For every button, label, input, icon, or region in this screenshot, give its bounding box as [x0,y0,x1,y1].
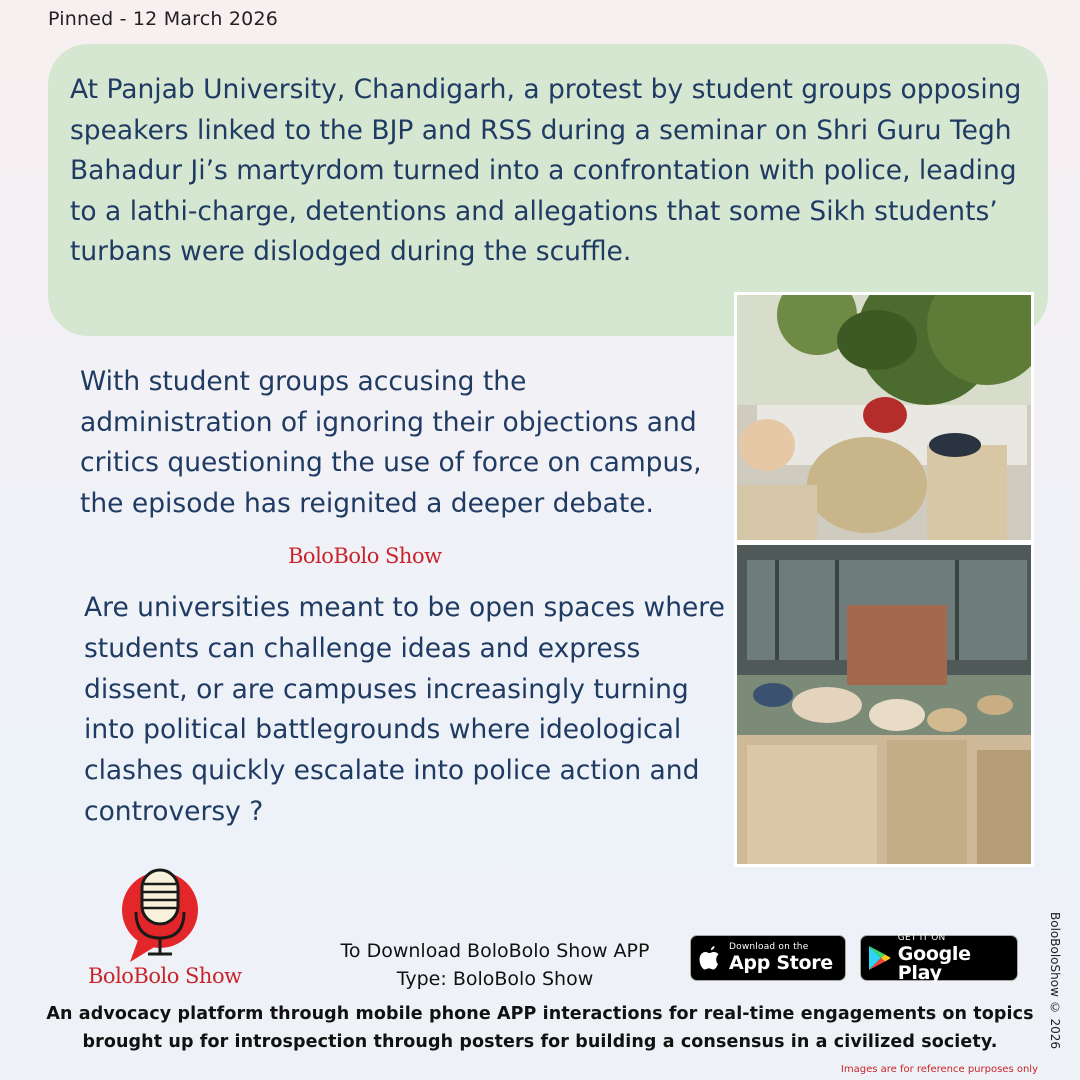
tagline: An advocacy platform through mobile phone APP interactions for real-time engagements on topics brought up for introspection through posters for building a consensus in a civilized society. [46,1004,1034,1052]
photo-protest-bottom [734,542,1034,867]
app-store-button[interactable] [690,935,846,981]
play-icon [861,935,898,981]
paragraph-question: Are universities meant to be open spaces where students can challenge ideas and express dissent, or are campuses increasingly turning into political battlegrounds where ideological clashes quickly escalate into police action and controversy ? [84,592,725,827]
google-play-label: Google Play [897,942,971,984]
paragraph-context: With student groups accusing the administration of ignoring their objections and critics questioning the use of force on campus, the episode has reignited a deeper debate. [80,366,702,520]
pinned-date: Pinned - 12 March 2026 [48,8,279,30]
google-play-button[interactable] [860,932,1018,984]
app-store-small: Download on the [729,942,809,952]
apple-icon [691,935,729,981]
download-instruction: To Download BoloBolo Show APP [340,940,650,962]
microphone-logo [118,862,208,972]
disclaimer: Images are for reference purposes only [840,1064,1038,1075]
brand-watermark: BoloBolo Show [288,544,442,568]
photo-protest-top [734,292,1034,543]
copyright: BoloBoloShow © 2026 [1048,912,1062,1050]
app-store-label: App Store [729,952,833,974]
google-play-small: GET IT ON [897,932,946,943]
bubble-text: At Panjab University, Chandigarh, a protest by student groups opposing speakers linked to the BJP and RSS during a seminar on Shri Guru Tegh Bahadur Ji’s martyrdom turned into a confrontation with police, leading to a lathi-charge, detentions and allegations that some Sikh students’ turbans were dislodged during the scuffle. [70,74,1022,267]
download-type: Type: BoloBolo Show [396,968,594,990]
brand-name: BoloBolo Show [88,964,242,988]
